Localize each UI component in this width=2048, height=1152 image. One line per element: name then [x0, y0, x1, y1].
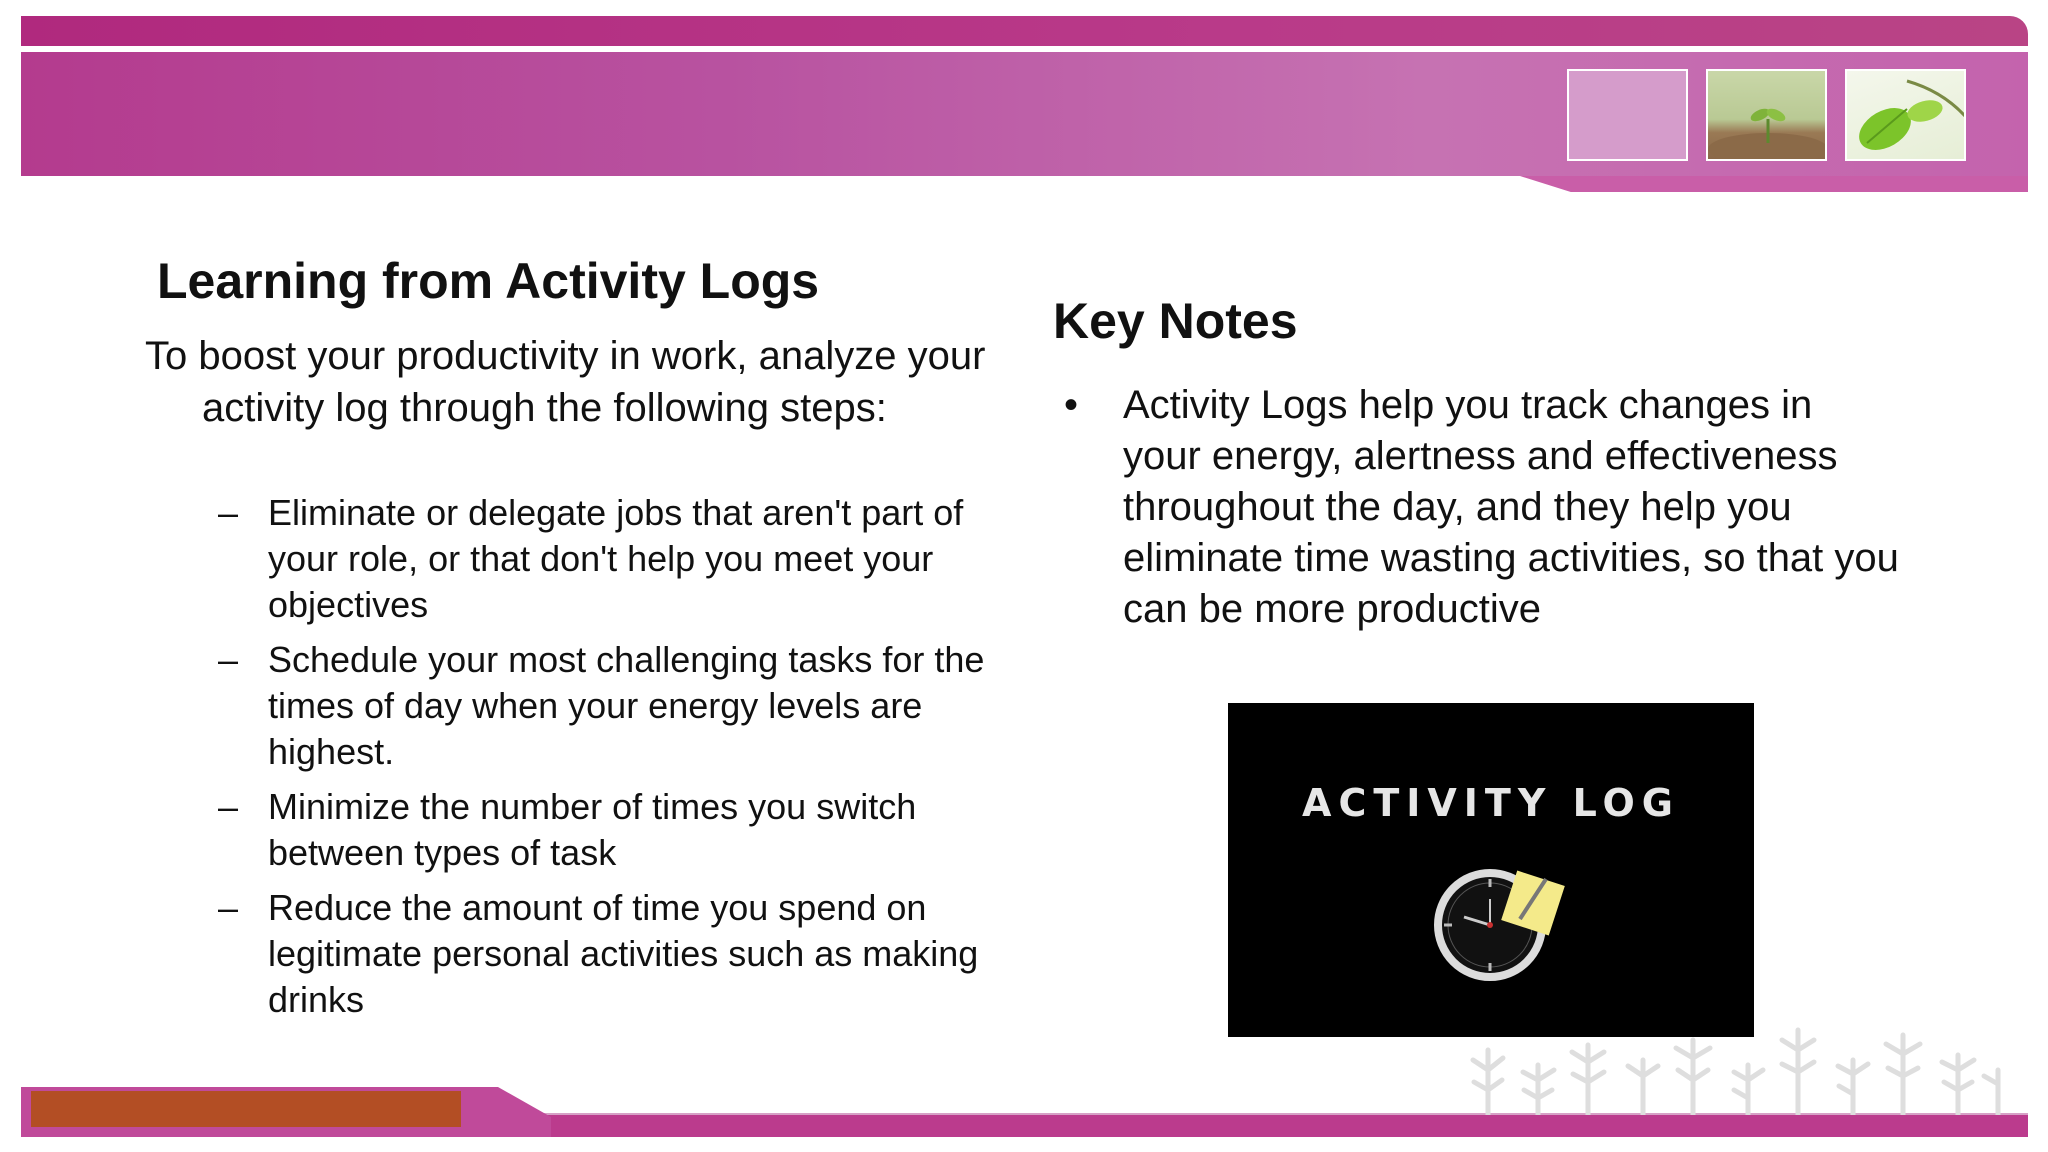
step-text: Schedule your most challenging tasks for the times of day when your energy levels are highest. [268, 639, 985, 772]
header-thumbnail-blank [1567, 69, 1688, 161]
step-item [218, 784, 998, 876]
activity-log-logo-text: ACTIVITY LOG [1302, 781, 1680, 825]
dash-marker: – [218, 887, 239, 928]
header-banner-tail [1520, 176, 2028, 192]
key-notes-list [1060, 380, 1900, 635]
activity-log-image [1228, 703, 1754, 1037]
step-text: Eliminate or delegate jobs that aren't part of your role, or that don't help you meet your objectives [268, 492, 964, 625]
dash-marker: – [218, 492, 239, 533]
plant-silhouettes-decoration [1468, 1010, 2008, 1115]
bullet-marker: • [1064, 383, 1079, 427]
left-heading: Learning from Activity Logs [157, 253, 820, 309]
step-item [218, 637, 998, 775]
step-item [218, 885, 998, 1023]
sprout-thumbnail-image [1706, 69, 1827, 161]
key-note-text: Activity Logs help you track changes in your energy, alertness and effectiveness throughout the day, and they help you eliminate time wasting activities, so that you can be more productive [1123, 383, 1899, 631]
key-notes-heading: Key Notes [1053, 293, 1298, 349]
key-note-item [1060, 380, 1900, 635]
footer-orange-block [31, 1091, 461, 1127]
steps-list [218, 490, 998, 1032]
step-item [218, 490, 998, 628]
dash-marker: – [218, 786, 239, 827]
step-text: Reduce the amount of time you spend on legitimate personal activities such as making drinks [268, 887, 979, 1020]
dash-marker: – [218, 639, 239, 680]
intro-paragraph: To boost your productivity in work, analyze your activity log through the following steps: [145, 334, 986, 430]
leaf-thumbnail-image [1845, 69, 1966, 161]
clock-icon [1228, 703, 1754, 1037]
step-text: Minimize the number of times you switch between types of task [268, 786, 917, 873]
header-top-stripe [21, 16, 2028, 46]
